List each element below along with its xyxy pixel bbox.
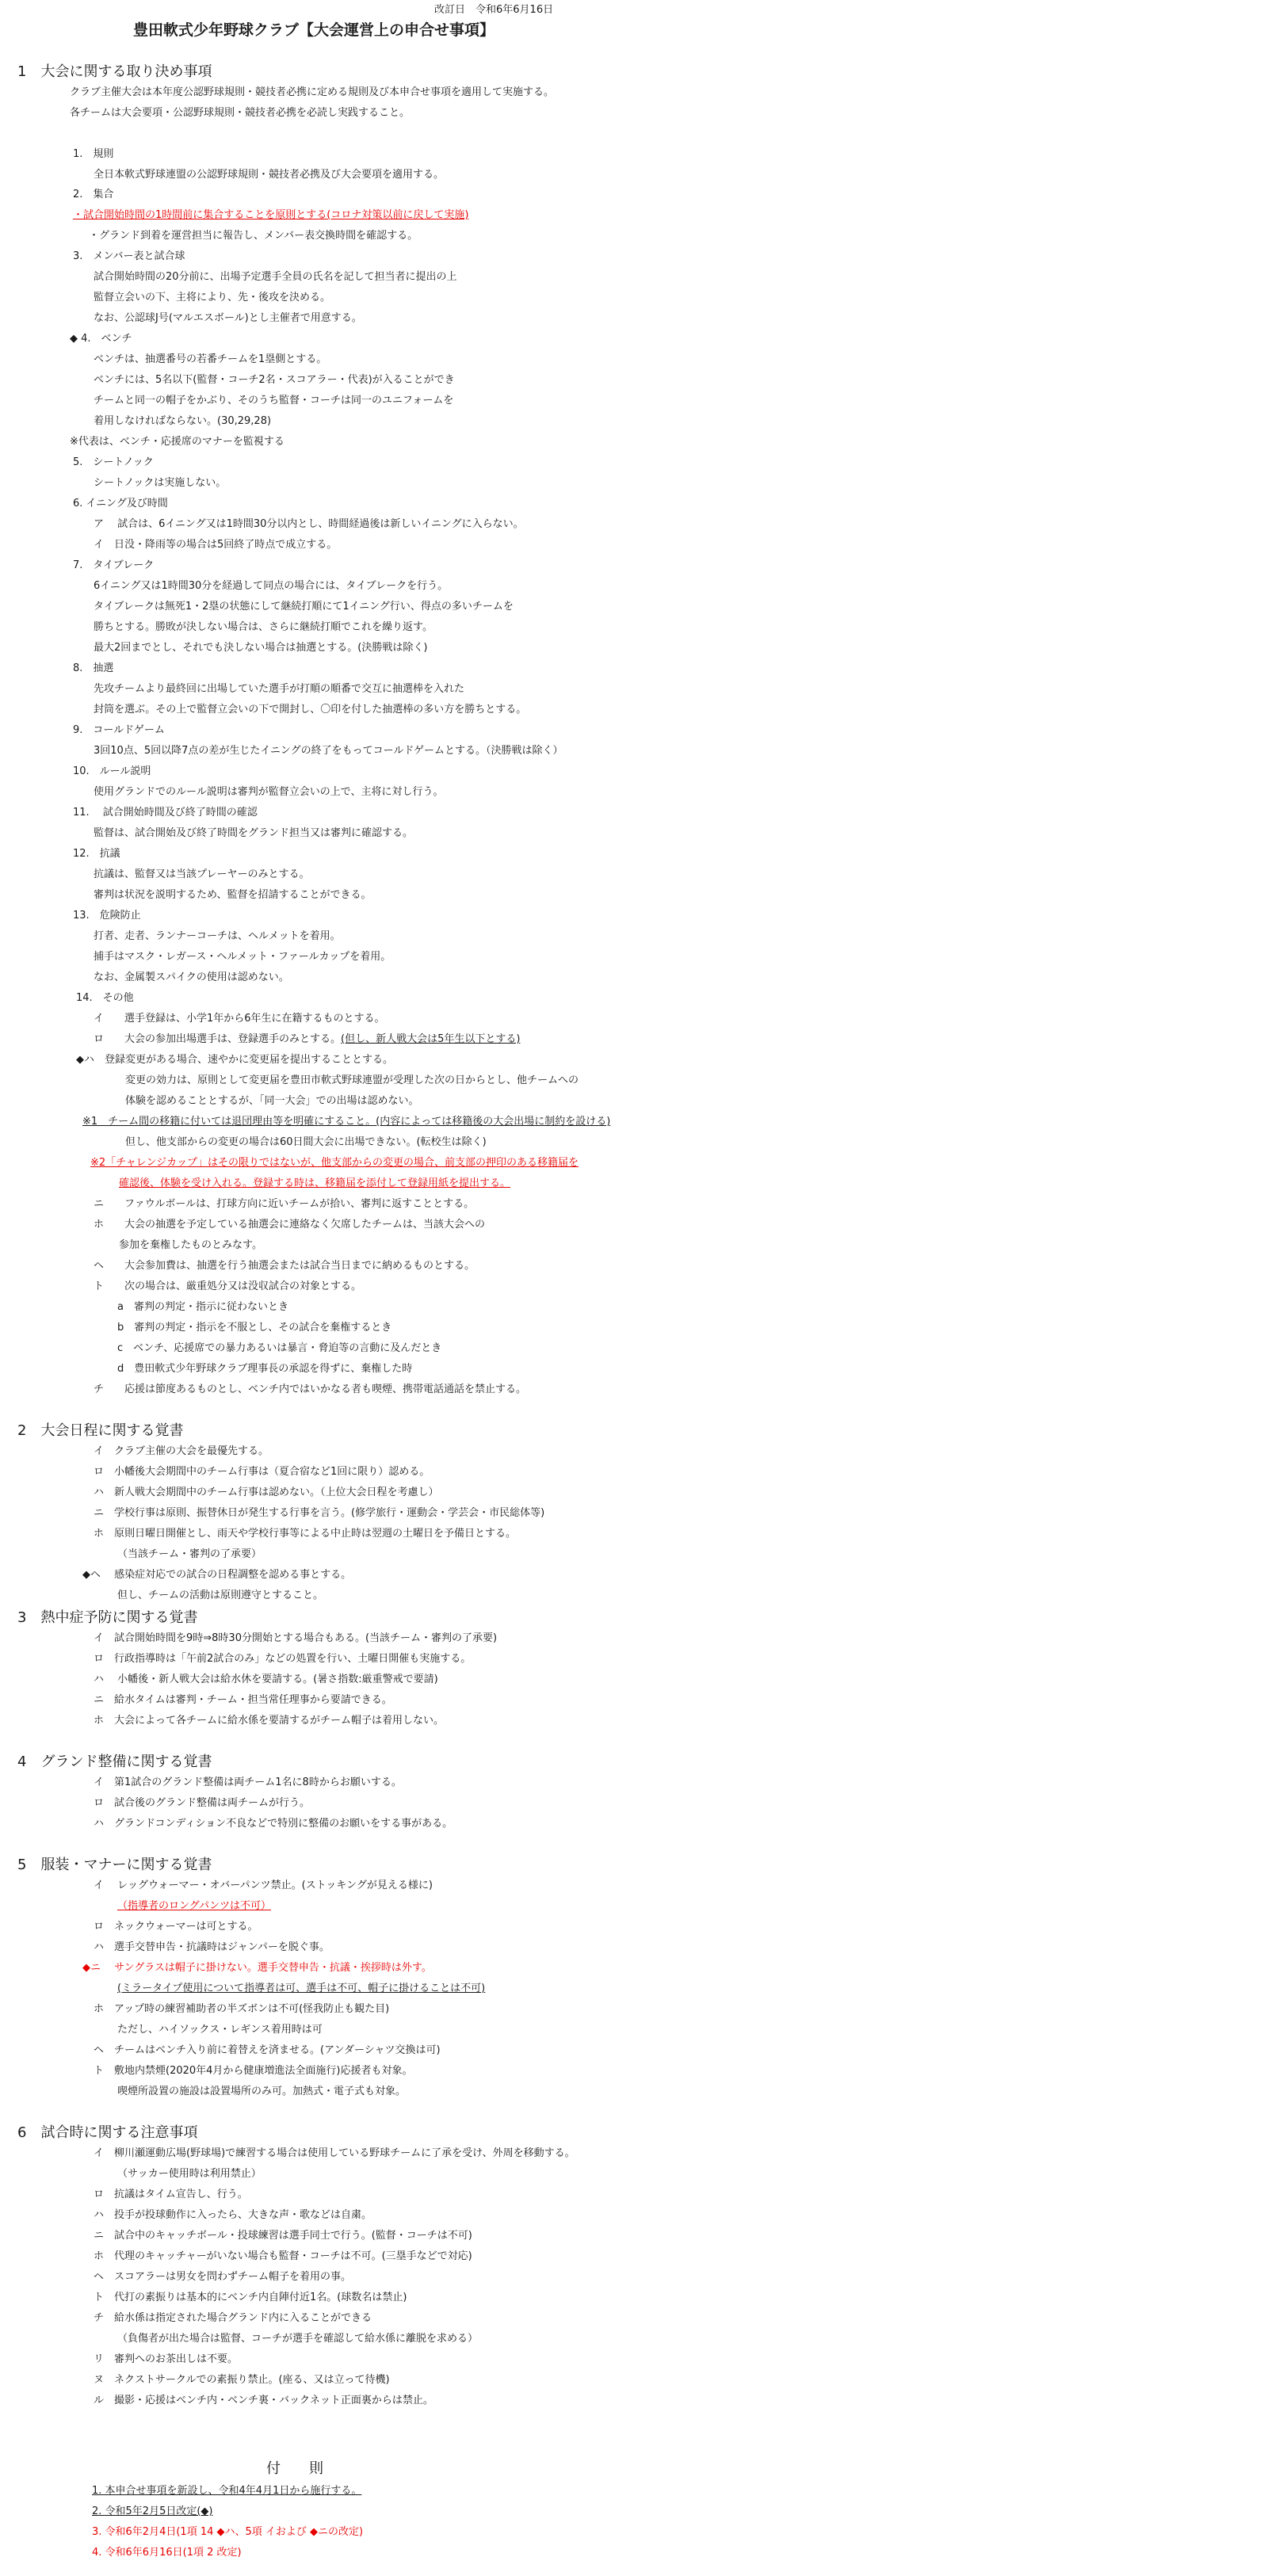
list-item: ル 撮影・応援はベンチ内・ベンチ裏・バックネット正面裏からは禁止。 [94,2395,433,2406]
item-subtext: a 審判の判定・指示に従わないとき [117,1301,288,1313]
item-text: 監督立会いの下、主将により、先・後攻を決める。 [94,292,331,303]
item-text: イ 日没・降雨等の場合は5回終了時点で成立する。 [94,539,338,551]
list-item: （サッカー使用時は利用禁止） [117,2168,262,2180]
list-item: ニ 学校行事は原則、振替休日が発生する行事を言う。(修学旅行・運動会・学芸会・市民総体等) [94,1507,545,1519]
item-note-highlight: ※2「チャレンジカップ」はその限りではないが、他支部からの変更の場合、前支部の押印のある移籍届を [90,1157,579,1169]
item-label: ◆ 4. ベンチ [70,333,132,345]
list-item: （当該チーム・審判の了承要） [117,1548,262,1560]
item-label: 6. イニング及び時間 [73,498,168,509]
item-label: 1. 規則 [73,148,114,160]
appendix-item-highlight: 4. 令和6年6月16日(1項 2 改定) [92,2547,242,2559]
list-item: ロ 行政指導時は「午前2試合のみ」などの処置を行い、土曜日開催も実施する。 [94,1653,472,1665]
list-item: ホ 大会によって各チームに給水係を要請するがチーム帽子は着用しない。 [94,1715,445,1727]
item-label: 9. コールドゲーム [73,724,165,736]
item-text: 最大2回までとし、それでも決しない場合は抽選とする。(決勝戦は除く) [94,642,428,654]
item-text: 但し、他支部からの変更の場合は60日間大会に出場できない。(転校生は除く) [125,1136,487,1148]
item-text: 3回10点、5回以降7点の差が生じたイニングの終了をもってコールドゲームとする。（決勝戦は除く） [94,745,563,757]
list-item: ロ ネックウォーマーは可とする。 [94,1921,258,1933]
list-item: イ 試合開始時間を9時⇒8時30分開始とする場合もある。(当該チーム・審判の了承要) [94,1632,498,1644]
item-text: 全日本軟式野球連盟の公認野球規則・競技者必携及び大会要項を適用する。 [94,169,445,181]
item-text: ベンチは、抽選番号の若番チームを1塁側とする。 [94,353,327,365]
list-item: イ レッグウォーマー・オバーパンツ禁止。(ストッキングが見える様に) [94,1880,433,1891]
item-text: ホ 大会の抽選を予定している抽選会に連絡なく欠席したチームは、当該大会への [94,1219,486,1231]
section-1-intro: クラブ主催大会は本年度公認野球規則・競技者必携に定める規則及び本申合せ事項を適用して実施する。 [70,86,555,98]
list-item: ニ 試合中のキャッチボール・投球練習は選手同士で行う。(監督・コーチは不可) [94,2230,472,2242]
item-text: なお、金属製スパイクの使用は認めない。 [94,971,289,983]
item-label: 2. 集合 [73,189,114,200]
item-text: 体験を認めることとするが、「同一大会」での出場は認めない。 [125,1095,419,1107]
item-text-highlight: ・試合開始時間の1時間前に集合することを原則とする(コロナ対策以前に戻して実施) [73,209,469,221]
list-item: チ 給水係は指定された場合グランド内に入ることができる [94,2312,372,2324]
appendix-heading: 付 則 [266,2460,323,2477]
item-text: 審判は状況を説明するため、監督を招請することができる。 [94,889,372,901]
section-1-heading: 1 大会に関する取り決め事項 [17,63,212,80]
section-1-intro: 各チームは大会要項・公認野球規則・競技者必携を必読し実践すること。 [70,107,411,119]
section-5-heading: 5 服装・マナーに関する覚書 [17,1857,212,1873]
item-text: 6イニング又は1時間30分を経過して同点の場合には、タイブレークを行う。 [94,580,449,592]
list-item: 但し、チームの活動は原則遵守とすること。 [117,1589,324,1601]
list-item-highlight: ◆ニ サングラスは帽子に掛けない。選手交替申告・抗議・挨拶時は外す。 [82,1962,432,1974]
list-item: ハ 投手が投球動作に入ったら、大きな声・歌などは自粛。 [94,2209,372,2221]
appendix-item: 1. 本申合せ事項を新設し、令和4年4月1日から施行する。 [92,2485,362,2497]
item-text: ニ ファウルボールは、打球方向に近いチームが拾い、審判に返すこととする。 [94,1198,475,1210]
item-text: ア 試合は、6イニング又は1時間30分以内とし、時間経過後は新しいイニングに入らない。 [94,518,524,530]
item-text: 抗議は、監督又は当該プレーヤーのみとする。 [94,868,310,880]
list-item: （負傷者が出た場合は監督、コーチが選手を確認して給水係に離脱を求める） [117,2333,479,2345]
item-text: 使用グランドでのルール説明は審判が監督立会いの上で、主将に対し行う。 [94,786,444,798]
list-item: ト 敷地内禁煙(2020年4月から健康増進法全面施行)応援者も対象。 [94,2065,413,2077]
item-subtext: b 審判の判定・指示を不服とし、その試合を棄権するとき [117,1322,392,1334]
item-text: チームと同一の帽子をかぶり、そのうち監督・コーチは同一のユニフォームを [94,395,454,406]
item-subtext: c ベンチ、応援席での暴力あるいは暴言・脅迫等の言動に及んだとき [117,1342,442,1354]
item-label: 14. その他 [76,992,134,1004]
list-item: ハ 小幡後・新人戦大会は給水休を要請する。(暑さ指数:厳重警戒で要請) [94,1673,438,1685]
item-text: 監督は、試合開始及び終了時間をグランド担当又は審判に確認する。 [94,827,414,839]
item-text-underlined: (但し、新人戦大会は5年生以下とする) [341,1033,521,1045]
item-text: シートノックは実施しない。 [94,477,227,489]
list-item: 喫煙所設置の施設は設置場所のみ可。加熱式・電子式も対象。 [117,2086,407,2097]
list-item: ロ 小幡後大会期間中のチーム行事は（夏合宿など1回に限り）認める。 [94,1466,430,1478]
list-item: ニ 給水タイムは審判・チーム・担当常任理事から要請できる。 [94,1694,392,1706]
list-item: リ 審判へのお茶出しは不要。 [94,2353,239,2365]
item-label: 11. 試合開始時間及び終了時間の確認 [73,807,258,819]
item-label: 13. 危険防止 [73,910,141,922]
item-label: 5. シートノック [73,456,154,468]
item-text: 参加を棄権したものとみなす。 [119,1239,262,1251]
item-label: 3. メンバー表と試合球 [73,250,185,262]
item-text: イ 選手登録は、小学1年から6年生に在籍するものとする。 [94,1013,385,1025]
item-text: ・グランド到着を運営担当に報告し、メンバー表交換時間を確認する。 [89,230,418,242]
list-item: ト 代打の素振りは基本的にベンチ内自陣付近1名。(球数名は禁止) [94,2292,407,2303]
list-item: イ 第1試合のグランド整備は両チーム1名に8時からお願いする。 [94,1776,402,1788]
item-label: 10. ルール説明 [73,765,151,777]
list-item: ハ グランドコンディション不良などで特別に整備のお願いをする事がある。 [94,1818,453,1830]
document-title: 豊田軟式少年野球クラブ【大会運営上の申合せ事項】 [133,21,495,39]
item-note: ※1 チーム間の移籍に付いては退団理由等を明確にすること。(内容によっては移籍後の大会出場に制約を設ける) [82,1116,611,1128]
item-text: ◆ハ 登録変更がある場合、速やかに変更届を提出することとする。 [76,1054,393,1066]
list-item: イ 柳川瀬運動広場(野球場)で練習する場合は使用している野球チームに了承を受け、外周を移動する。 [94,2147,575,2159]
item-text: チ 応援は節度あるものとし、ベンチ内ではいかなる者も喫煙、携帯電話通話を禁止する。 [94,1383,527,1395]
list-item: ホ アップ時の練習補助者の半ズボンは不可(怪我防止も観た目) [94,2003,390,2015]
item-text: 勝ちとする。勝敗が決しない場合は、さらに継続打順でこれを繰り返す。 [94,621,433,633]
section-6-heading: 6 試合時に関する注意事項 [17,2124,198,2141]
list-item: ロ 抗議はタイム宣告し、行う。 [94,2189,248,2200]
item-note-highlight: 確認後、体験を受け入れる。登録する時は、移籍届を添付して登録用紙を提出する。 [119,1177,511,1189]
item-text: ト 次の場合は、厳重処分又は没収試合の対象とする。 [94,1280,362,1292]
list-item: ヘ スコアラーは男女を問わずチーム帽子を着用の事。 [94,2271,352,2283]
list-item: (ミラータイプ使用について指導者は可、選手は不可、帽子に掛けることは不可) [117,1983,486,1994]
appendix-item: 2. 令和5年2月5日改定(◆) [92,2505,213,2517]
item-text: タイブレークは無死1・2塁の状態にして継続打順にて1イニング行い、得点の多いチームを [94,601,514,613]
list-item-highlight: （指導者のロングパンツは不可） [117,1900,271,1912]
item-text: ヘ 大会参加費は、抽選を行う抽選会または試合当日までに納めるものとする。 [94,1260,475,1272]
list-item: ロ 試合後のグランド整備は両チームが行う。 [94,1797,311,1809]
section-4-heading: 4 グランド整備に関する覚書 [17,1754,212,1770]
list-item: ヌ ネクストサークルでの素振り禁止。(座る、又は立って待機) [94,2374,390,2386]
item-text: 変更の効力は、原則として変更届を豊田市軟式野球連盟が受理した次の日からとし、他チームへの [125,1074,579,1086]
list-item: ◆ヘ 感染症対応での試合の日程調整を認める事とする。 [82,1569,352,1581]
item-text: 封筒を選ぶ。その上で監督立会いの下で開封し、〇印を付した抽選棒の多い方を勝ちとする。 [94,704,527,716]
item-text: 着用しなければならない。(30,29,28) [94,415,272,427]
item-text: 打者、走者、ランナーコーチは、ヘルメットを着用。 [94,930,341,942]
appendix-item-highlight: 3. 令和6年2月4日(1項 14 ◆ハ、5項 イおよび ◆ニの改定) [92,2526,364,2538]
item-note: ※代表は、ベンチ・応援席のマナーを監視する [70,436,285,448]
item-text: 試合開始時間の20分前に、出場予定選手全員の氏名を記して担当者に提出の上 [94,271,457,283]
item-label: 8. 抽選 [73,662,114,674]
revision-date: 改訂日 令和6年6月16日 [434,4,554,16]
section-2-heading: 2 大会日程に関する覚書 [17,1422,184,1439]
list-item: イ クラブ主催の大会を最優先する。 [94,1445,269,1457]
item-text: ベンチには、5名以下(監督・コーチ2名・スコアラー・代表)が入ることができ [94,374,455,386]
list-item: ハ 新人戦大会期間中のチーム行事は認めない。（上位大会日程を考慮し） [94,1486,439,1498]
item-text-main: ロ 大会の参加出場選手は、登録選手のみとする。 [94,1033,342,1045]
list-item: ヘ チームはベンチ入り前に着替えを済ませる。(アンダーシャツ交換は可) [94,2044,441,2056]
list-item: ホ 原則日曜日開催とし、雨天や学校行事等による中止時は翌週の土曜日を予備日とする。 [94,1528,517,1540]
list-item: ただし、ハイソックス・レギンス着用時は可 [117,2024,323,2036]
item-text [94,1032,520,1047]
list-item: ホ 代理のキャッチャーがいない場合も監督・コーチは不可。(三塁手などで対応) [94,2250,472,2262]
item-text: 捕手はマスク・レガース・ヘルメット・ファールカップを着用。 [94,951,391,963]
item-label: 7. タイブレーク [73,559,155,571]
section-3-heading: 3 熱中症予防に関する覚書 [17,1609,198,1626]
item-text: 先攻チームより最終回に出場していた選手が打順の順番で交互に抽選棒を入れた [94,683,465,695]
item-label: 12. 抗議 [73,848,120,860]
list-item: ハ 選手交替申告・抗議時はジャンパーを脱ぐ事。 [94,1941,330,1953]
item-subtext: d 豊田軟式少年野球クラブ理事長の承認を得ずに、棄権した時 [117,1363,413,1375]
item-text: なお、公認球J号(マルエスボール)とし主催者で用意する。 [94,312,362,324]
